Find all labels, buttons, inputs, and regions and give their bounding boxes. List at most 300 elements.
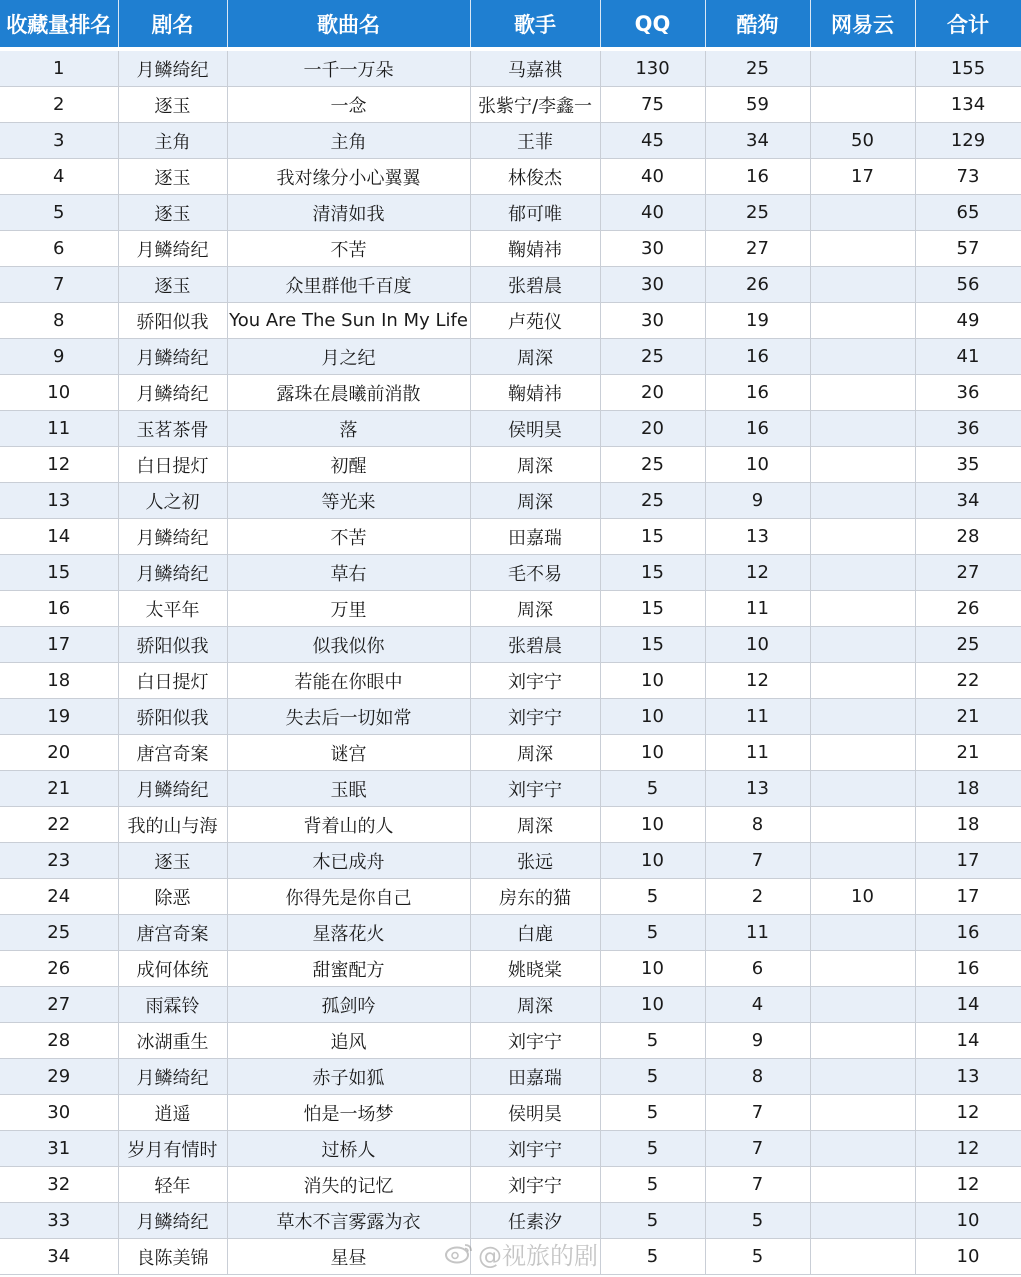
- cell-netease: [810, 1239, 915, 1275]
- table-row: [0, 699, 1021, 735]
- cell-drama: 太平年: [118, 591, 227, 627]
- cell-singer: 侯明昊: [470, 1095, 600, 1131]
- cell-drama: 我的山与海: [118, 807, 227, 843]
- header-drama: 剧名: [118, 0, 227, 49]
- cell-kugou: 34: [705, 123, 810, 159]
- cell-total: 73: [915, 159, 1021, 195]
- cell-song: 露珠在晨曦前消散: [227, 375, 470, 411]
- cell-netease: [810, 1059, 915, 1095]
- cell-kugou: 26: [705, 267, 810, 303]
- cell-qq: 15: [600, 591, 705, 627]
- cell-kugou: 8: [705, 807, 810, 843]
- cell-netease: [810, 231, 915, 267]
- cell-singer: 田嘉瑞: [470, 519, 600, 555]
- cell-qq: 25: [600, 447, 705, 483]
- cell-drama: 人之初: [118, 483, 227, 519]
- cell-qq: 5: [600, 1203, 705, 1239]
- table-row: [0, 1095, 1021, 1131]
- cell-netease: [810, 375, 915, 411]
- cell-rank: 11: [0, 411, 118, 447]
- cell-drama: 月鳞绮纪: [118, 555, 227, 591]
- cell-song: 一念: [227, 87, 470, 123]
- table-row: [0, 1131, 1021, 1167]
- cell-rank: 25: [0, 915, 118, 951]
- cell-singer: 刘宇宁: [470, 699, 600, 735]
- cell-total: 57: [915, 231, 1021, 267]
- table-row: [0, 303, 1021, 339]
- cell-singer: 侯明昊: [470, 411, 600, 447]
- cell-drama: 月鳞绮纪: [118, 375, 227, 411]
- cell-rank: 28: [0, 1023, 118, 1059]
- cell-singer: 白鹿: [470, 915, 600, 951]
- table-row: [0, 663, 1021, 699]
- cell-total: 13: [915, 1059, 1021, 1095]
- cell-total: 21: [915, 735, 1021, 771]
- cell-total: 18: [915, 807, 1021, 843]
- cell-song: 清清如我: [227, 195, 470, 231]
- cell-rank: 30: [0, 1095, 118, 1131]
- cell-netease: [810, 1095, 915, 1131]
- cell-qq: 25: [600, 339, 705, 375]
- table-row: [0, 843, 1021, 879]
- cell-kugou: 16: [705, 159, 810, 195]
- cell-song: 月之纪: [227, 339, 470, 375]
- cell-singer: 刘宇宁: [470, 663, 600, 699]
- cell-total: 12: [915, 1095, 1021, 1131]
- cell-netease: [810, 915, 915, 951]
- table-row: [0, 339, 1021, 375]
- cell-kugou: 7: [705, 843, 810, 879]
- cell-netease: [810, 339, 915, 375]
- cell-drama: 白日提灯: [118, 447, 227, 483]
- cell-kugou: 5: [705, 1239, 810, 1275]
- cell-total: 28: [915, 519, 1021, 555]
- cell-singer: 周深: [470, 483, 600, 519]
- cell-total: 35: [915, 447, 1021, 483]
- cell-rank: 27: [0, 987, 118, 1023]
- table-body: [0, 49, 1021, 1275]
- cell-total: 26: [915, 591, 1021, 627]
- cell-total: 49: [915, 303, 1021, 339]
- cell-netease: [810, 1167, 915, 1203]
- table-row: [0, 951, 1021, 987]
- cell-singer: 周深: [470, 807, 600, 843]
- cell-drama: 月鳞绮纪: [118, 49, 227, 87]
- cell-drama: 月鳞绮纪: [118, 1059, 227, 1095]
- table-row: [0, 87, 1021, 123]
- table-row: [0, 555, 1021, 591]
- cell-total: 21: [915, 699, 1021, 735]
- table-row: [0, 915, 1021, 951]
- cell-rank: 31: [0, 1131, 118, 1167]
- cell-song: 孤剑吟: [227, 987, 470, 1023]
- cell-drama: 月鳞绮纪: [118, 231, 227, 267]
- watermark-text: @视旅的剧: [478, 1241, 598, 1270]
- cell-song: 甜蜜配方: [227, 951, 470, 987]
- cell-rank: 23: [0, 843, 118, 879]
- cell-kugou: 16: [705, 339, 810, 375]
- cell-total: 134: [915, 87, 1021, 123]
- cell-rank: 17: [0, 627, 118, 663]
- header-netease: 网易云: [810, 0, 915, 49]
- cell-singer: 张碧晨: [470, 627, 600, 663]
- cell-singer: 周深: [470, 987, 600, 1023]
- table-header: [0, 0, 1021, 49]
- table-row: [0, 1023, 1021, 1059]
- cell-singer: 姚晓棠: [470, 951, 600, 987]
- cell-song: 追风: [227, 1023, 470, 1059]
- cell-total: 14: [915, 1023, 1021, 1059]
- cell-song: 背着山的人: [227, 807, 470, 843]
- cell-kugou: 2: [705, 879, 810, 915]
- cell-kugou: 12: [705, 663, 810, 699]
- cell-rank: 4: [0, 159, 118, 195]
- cell-netease: 17: [810, 159, 915, 195]
- cell-song: 消失的记忆: [227, 1167, 470, 1203]
- header-kugou: 酷狗: [705, 0, 810, 49]
- cell-drama: 骄阳似我: [118, 699, 227, 735]
- cell-singer: 林俊杰: [470, 159, 600, 195]
- cell-total: 22: [915, 663, 1021, 699]
- cell-kugou: 27: [705, 231, 810, 267]
- cell-kugou: 25: [705, 195, 810, 231]
- table-row: [0, 735, 1021, 771]
- cell-netease: [810, 447, 915, 483]
- cell-rank: 32: [0, 1167, 118, 1203]
- header-qq: QQ: [600, 0, 705, 49]
- cell-total: 12: [915, 1131, 1021, 1167]
- cell-kugou: 59: [705, 87, 810, 123]
- table-row: [0, 771, 1021, 807]
- cell-total: 10: [915, 1239, 1021, 1275]
- table-row: [0, 411, 1021, 447]
- cell-netease: [810, 1203, 915, 1239]
- cell-netease: [810, 591, 915, 627]
- cell-song: 玉眠: [227, 771, 470, 807]
- cell-total: 12: [915, 1167, 1021, 1203]
- cell-rank: 22: [0, 807, 118, 843]
- cell-drama: 冰湖重生: [118, 1023, 227, 1059]
- cell-total: 41: [915, 339, 1021, 375]
- cell-kugou: 9: [705, 1023, 810, 1059]
- cell-song: 落: [227, 411, 470, 447]
- cell-song: 星落花火: [227, 915, 470, 951]
- cell-rank: 2: [0, 87, 118, 123]
- cell-song: 等光来: [227, 483, 470, 519]
- cell-netease: [810, 267, 915, 303]
- cell-netease: [810, 627, 915, 663]
- cell-kugou: 16: [705, 411, 810, 447]
- cell-qq: 5: [600, 915, 705, 951]
- cell-singer: 周深: [470, 591, 600, 627]
- cell-song: You Are The Sun In My Life: [227, 303, 470, 339]
- cell-drama: 骄阳似我: [118, 303, 227, 339]
- cell-drama: 良陈美锦: [118, 1239, 227, 1275]
- cell-qq: 10: [600, 807, 705, 843]
- table-row: [0, 807, 1021, 843]
- cell-song: 怕是一场梦: [227, 1095, 470, 1131]
- cell-song: 主角: [227, 123, 470, 159]
- cell-qq: 10: [600, 951, 705, 987]
- cell-singer: 刘宇宁: [470, 1167, 600, 1203]
- cell-drama: 逐玉: [118, 267, 227, 303]
- table-row: [0, 195, 1021, 231]
- cell-rank: 5: [0, 195, 118, 231]
- cell-rank: 33: [0, 1203, 118, 1239]
- cell-song: 我对缘分小心翼翼: [227, 159, 470, 195]
- cell-qq: 5: [600, 1167, 705, 1203]
- cell-singer: 刘宇宁: [470, 1131, 600, 1167]
- cell-kugou: 13: [705, 771, 810, 807]
- cell-song: 不苦: [227, 231, 470, 267]
- cell-kugou: 10: [705, 447, 810, 483]
- cell-drama: 白日提灯: [118, 663, 227, 699]
- cell-netease: [810, 771, 915, 807]
- cell-total: 65: [915, 195, 1021, 231]
- cell-qq: 10: [600, 987, 705, 1023]
- cell-netease: [810, 807, 915, 843]
- cell-total: 34: [915, 483, 1021, 519]
- cell-drama: 骄阳似我: [118, 627, 227, 663]
- cell-total: 16: [915, 951, 1021, 987]
- cell-singer: 刘宇宁: [470, 771, 600, 807]
- cell-qq: 5: [600, 1239, 705, 1275]
- cell-netease: [810, 663, 915, 699]
- cell-total: 36: [915, 375, 1021, 411]
- cell-netease: [810, 303, 915, 339]
- cell-song: 赤子如狐: [227, 1059, 470, 1095]
- cell-qq: 15: [600, 627, 705, 663]
- cell-singer: 田嘉瑞: [470, 1059, 600, 1095]
- cell-drama: 逐玉: [118, 87, 227, 123]
- cell-drama: 轻年: [118, 1167, 227, 1203]
- cell-song: 初醒: [227, 447, 470, 483]
- cell-rank: 3: [0, 123, 118, 159]
- cell-qq: 10: [600, 735, 705, 771]
- cell-netease: [810, 49, 915, 87]
- cell-singer: 王菲: [470, 123, 600, 159]
- cell-kugou: 4: [705, 987, 810, 1023]
- cell-total: 56: [915, 267, 1021, 303]
- cell-total: 155: [915, 49, 1021, 87]
- cell-singer: 鞠婧祎: [470, 375, 600, 411]
- table-row: [0, 1059, 1021, 1095]
- cell-total: 36: [915, 411, 1021, 447]
- cell-rank: 16: [0, 591, 118, 627]
- cell-drama: 主角: [118, 123, 227, 159]
- cell-total: 16: [915, 915, 1021, 951]
- cell-qq: 5: [600, 771, 705, 807]
- cell-qq: 20: [600, 411, 705, 447]
- cell-drama: 逐玉: [118, 843, 227, 879]
- cell-netease: 50: [810, 123, 915, 159]
- cell-qq: 15: [600, 519, 705, 555]
- cell-drama: 玉茗茶骨: [118, 411, 227, 447]
- cell-drama: 逍遥: [118, 1095, 227, 1131]
- cell-total: 129: [915, 123, 1021, 159]
- cell-drama: 逐玉: [118, 159, 227, 195]
- cell-qq: 30: [600, 267, 705, 303]
- cell-drama: 月鳞绮纪: [118, 1203, 227, 1239]
- cell-singer: 房东的猫: [470, 879, 600, 915]
- cell-qq: 75: [600, 87, 705, 123]
- cell-kugou: 6: [705, 951, 810, 987]
- header-row: [0, 0, 1021, 49]
- cell-netease: [810, 735, 915, 771]
- cell-total: 27: [915, 555, 1021, 591]
- cell-singer: 张紫宁/李鑫一: [470, 87, 600, 123]
- cell-qq: 5: [600, 1131, 705, 1167]
- cell-drama: 唐宫奇案: [118, 735, 227, 771]
- cell-qq: 5: [600, 1095, 705, 1131]
- table-row: [0, 1203, 1021, 1239]
- cell-drama: 岁月有情时: [118, 1131, 227, 1167]
- cell-song: 众里群他千百度: [227, 267, 470, 303]
- cell-qq: 40: [600, 159, 705, 195]
- cell-rank: 29: [0, 1059, 118, 1095]
- cell-drama: 除恶: [118, 879, 227, 915]
- cell-rank: 21: [0, 771, 118, 807]
- header-total: 合计: [915, 0, 1021, 49]
- cell-drama: 月鳞绮纪: [118, 339, 227, 375]
- cell-total: 25: [915, 627, 1021, 663]
- cell-song: 似我似你: [227, 627, 470, 663]
- header-rank: 收藏量排名: [0, 0, 118, 49]
- cell-netease: [810, 987, 915, 1023]
- cell-total: 17: [915, 879, 1021, 915]
- cell-song: 草右: [227, 555, 470, 591]
- cell-qq: 45: [600, 123, 705, 159]
- cell-song: 不苦: [227, 519, 470, 555]
- cell-qq: 10: [600, 663, 705, 699]
- cell-netease: [810, 951, 915, 987]
- cell-rank: 12: [0, 447, 118, 483]
- cell-singer: 刘宇宁: [470, 1023, 600, 1059]
- cell-kugou: 9: [705, 483, 810, 519]
- cell-song: 木已成舟: [227, 843, 470, 879]
- table-row: [0, 987, 1021, 1023]
- cell-netease: [810, 483, 915, 519]
- cell-rank: 20: [0, 735, 118, 771]
- cell-netease: [810, 1023, 915, 1059]
- cell-netease: [810, 195, 915, 231]
- cell-song: 你得先是你自己: [227, 879, 470, 915]
- cell-rank: 24: [0, 879, 118, 915]
- cell-singer: 郁可唯: [470, 195, 600, 231]
- cell-kugou: 8: [705, 1059, 810, 1095]
- cell-rank: 34: [0, 1239, 118, 1275]
- cell-netease: [810, 555, 915, 591]
- table-row: [0, 1239, 1021, 1275]
- cell-kugou: 19: [705, 303, 810, 339]
- cell-drama: 雨霖铃: [118, 987, 227, 1023]
- cell-kugou: 16: [705, 375, 810, 411]
- cell-kugou: 11: [705, 591, 810, 627]
- cell-rank: 26: [0, 951, 118, 987]
- cell-qq: 40: [600, 195, 705, 231]
- table-row: [0, 375, 1021, 411]
- cell-singer: 张远: [470, 843, 600, 879]
- cell-song: 谜宫: [227, 735, 470, 771]
- table-row: [0, 123, 1021, 159]
- cell-singer: 毛不易: [470, 555, 600, 591]
- cell-kugou: 7: [705, 1131, 810, 1167]
- cell-qq: 20: [600, 375, 705, 411]
- cell-kugou: 11: [705, 915, 810, 951]
- cell-kugou: 10: [705, 627, 810, 663]
- cell-rank: 18: [0, 663, 118, 699]
- cell-total: 14: [915, 987, 1021, 1023]
- cell-rank: 7: [0, 267, 118, 303]
- cell-rank: 9: [0, 339, 118, 375]
- cell-singer: [470, 1239, 600, 1275]
- table-row: [0, 267, 1021, 303]
- cell-qq: 30: [600, 303, 705, 339]
- cell-song: 一千一万朵: [227, 49, 470, 87]
- cell-qq: 10: [600, 699, 705, 735]
- cell-netease: [810, 519, 915, 555]
- cell-total: 10: [915, 1203, 1021, 1239]
- cell-rank: 8: [0, 303, 118, 339]
- cell-netease: [810, 699, 915, 735]
- cell-singer: 鞠婧祎: [470, 231, 600, 267]
- cell-kugou: 7: [705, 1095, 810, 1131]
- cell-total: 17: [915, 843, 1021, 879]
- cell-rank: 10: [0, 375, 118, 411]
- cell-singer: 张碧晨: [470, 267, 600, 303]
- cell-netease: [810, 411, 915, 447]
- table-row: [0, 879, 1021, 915]
- cell-netease: [810, 843, 915, 879]
- cell-singer: 卢苑仪: [470, 303, 600, 339]
- cell-song: 草木不言雾露为衣: [227, 1203, 470, 1239]
- cell-qq: 30: [600, 231, 705, 267]
- cell-song: 过桥人: [227, 1131, 470, 1167]
- cell-rank: 15: [0, 555, 118, 591]
- cell-qq: 25: [600, 483, 705, 519]
- table-row: [0, 447, 1021, 483]
- cell-total: 18: [915, 771, 1021, 807]
- cell-kugou: 5: [705, 1203, 810, 1239]
- cell-drama: 逐玉: [118, 195, 227, 231]
- cell-drama: 月鳞绮纪: [118, 771, 227, 807]
- cell-qq: 5: [600, 1023, 705, 1059]
- cell-singer: 周深: [470, 339, 600, 375]
- cell-kugou: 13: [705, 519, 810, 555]
- table-row: [0, 483, 1021, 519]
- cell-kugou: 11: [705, 735, 810, 771]
- cell-drama: 唐宫奇案: [118, 915, 227, 951]
- cell-qq: 5: [600, 879, 705, 915]
- header-song: 歌曲名: [227, 0, 470, 49]
- cell-kugou: 11: [705, 699, 810, 735]
- table-row: [0, 231, 1021, 267]
- cell-song: 星昼: [227, 1239, 470, 1275]
- cell-rank: 19: [0, 699, 118, 735]
- table-row: [0, 591, 1021, 627]
- cell-netease: [810, 1131, 915, 1167]
- cell-song: 失去后一切如常: [227, 699, 470, 735]
- cell-qq: 10: [600, 843, 705, 879]
- table-row: [0, 49, 1021, 87]
- cell-rank: 14: [0, 519, 118, 555]
- cell-rank: 6: [0, 231, 118, 267]
- cell-netease: 10: [810, 879, 915, 915]
- cell-singer: 周深: [470, 447, 600, 483]
- cell-kugou: 7: [705, 1167, 810, 1203]
- cell-drama: 成何体统: [118, 951, 227, 987]
- cell-singer: 任素汐: [470, 1203, 600, 1239]
